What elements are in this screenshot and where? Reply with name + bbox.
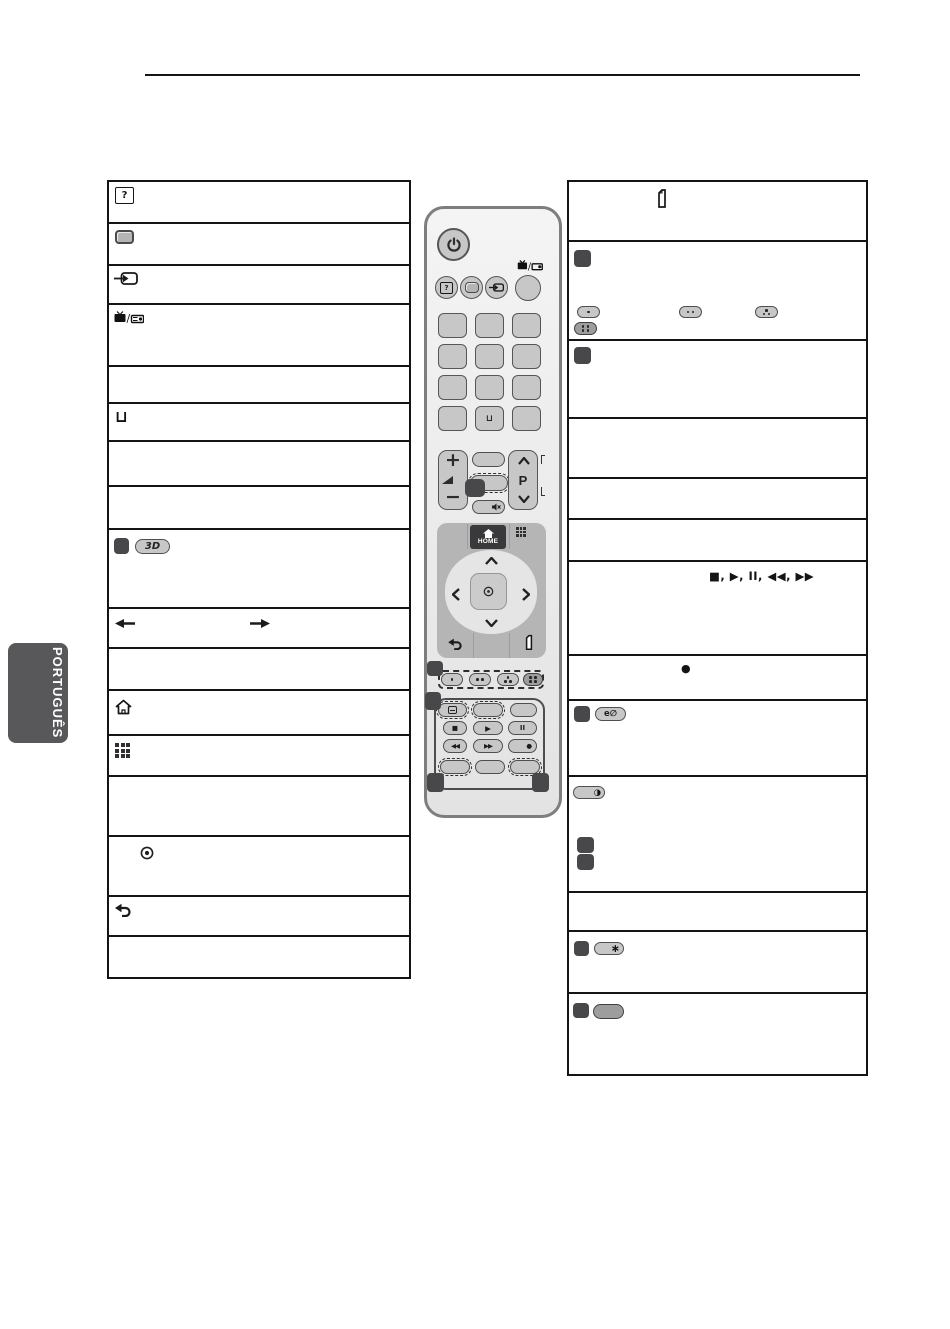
- numpad-button: [475, 375, 504, 400]
- page-down-mark: [541, 487, 545, 496]
- table-row: [569, 775, 866, 891]
- mute-icon: [492, 503, 501, 511]
- callout-marker: [574, 706, 590, 722]
- play-button: [473, 721, 503, 735]
- list-icon: [448, 706, 457, 714]
- ok-icon: [483, 586, 494, 597]
- nav-up-icon: [485, 557, 498, 565]
- table-row: [569, 477, 866, 518]
- table-row: [109, 775, 409, 835]
- callout-marker: [425, 692, 441, 710]
- callout-marker: [427, 773, 444, 792]
- table-row: [109, 485, 409, 528]
- svg-text:/: /: [527, 261, 532, 271]
- record-glyph: ●: [681, 662, 691, 675]
- table-row: [569, 339, 866, 417]
- channel-down-icon: [518, 495, 530, 503]
- table-row: [569, 654, 866, 699]
- table-row: [569, 699, 866, 775]
- numpad-button: [438, 313, 467, 338]
- help-icon: [115, 187, 134, 204]
- table-row: [569, 930, 866, 992]
- nav-left-icon: [452, 588, 460, 601]
- back-icon: [448, 638, 463, 650]
- table-row: [569, 891, 866, 930]
- blank-button: [473, 703, 503, 717]
- contrast-glyph: ◑: [593, 787, 601, 798]
- help-glyph: ?: [444, 283, 449, 292]
- skip-back-icon: [115, 619, 135, 628]
- divider: [509, 633, 510, 658]
- 3d-button-icon: [135, 539, 170, 554]
- blank-button: [510, 760, 540, 774]
- table-row: [109, 607, 409, 647]
- four-dot-pill-icon: [574, 322, 597, 335]
- stop-icon: ■: [451, 724, 459, 732]
- help-icon: [440, 282, 453, 294]
- home-label: HOME: [477, 537, 499, 545]
- right-description-table: [567, 180, 868, 1076]
- navigation-area: [437, 523, 546, 658]
- callout-marker: [577, 854, 594, 870]
- list-button: [475, 406, 504, 431]
- language-tab: [8, 643, 68, 743]
- callout-marker: [427, 661, 443, 676]
- channel-label: P: [518, 473, 528, 488]
- input-icon: [489, 283, 504, 292]
- power-button: [437, 228, 470, 261]
- callout-marker: [577, 837, 594, 853]
- callout-marker: [574, 941, 589, 956]
- fav-button: [472, 452, 505, 467]
- table-row: [109, 734, 409, 775]
- numpad-button: [475, 344, 504, 369]
- table-row: [109, 647, 409, 689]
- page-up-mark: [541, 455, 545, 464]
- four-dot-button: [523, 673, 543, 686]
- power-icon: [446, 237, 462, 253]
- ok-button: [470, 573, 507, 610]
- table-row: [109, 689, 409, 734]
- top-rule: [145, 74, 860, 76]
- numpad-button: [512, 313, 541, 338]
- two-dot-button: [469, 673, 491, 686]
- blank-button: [510, 703, 537, 717]
- fast-forward-icon: ▶▶: [484, 742, 492, 750]
- contrast-pill-icon: [573, 786, 605, 799]
- tv-radio-icon: [517, 260, 543, 271]
- volume-down-label: −: [445, 486, 461, 508]
- tv-radio-icon: [114, 311, 144, 324]
- table-row: [109, 303, 409, 365]
- divider: [509, 524, 510, 549]
- nav-right-icon: [522, 588, 530, 601]
- table-row: [109, 222, 409, 264]
- guide-icon: [525, 634, 533, 650]
- callout-marker: [465, 479, 485, 497]
- home-icon: [115, 699, 132, 715]
- table-row: [569, 182, 866, 240]
- stop-button: [443, 721, 467, 735]
- pause-button: [508, 721, 537, 735]
- help-glyph: ?: [121, 190, 128, 201]
- subtitle-icon: ⊔: [115, 407, 128, 426]
- left-description-table: [107, 180, 411, 979]
- home-button: [470, 525, 506, 549]
- numpad-button: [438, 375, 467, 400]
- skip-forward-icon: [250, 619, 270, 628]
- numpad-button: [512, 406, 541, 431]
- input-icon: [114, 272, 138, 285]
- nav-pad: [445, 550, 537, 634]
- nav-down-icon: [485, 619, 498, 627]
- mute-button: [472, 500, 505, 514]
- numpad-button: [512, 375, 541, 400]
- tiles-icon: [516, 527, 526, 537]
- table-row: [109, 182, 409, 222]
- ratio-icon: [465, 282, 479, 293]
- svg-text:/: /: [126, 312, 131, 324]
- channel-rocker: [508, 450, 538, 510]
- table-row: [109, 935, 409, 977]
- fast-forward-button: [473, 739, 503, 753]
- callout-marker: [532, 773, 549, 792]
- three-dot-button: [497, 673, 519, 686]
- volume-rocker: [438, 450, 468, 510]
- 3d-label: 3D: [144, 541, 161, 552]
- numpad-button: [512, 344, 541, 369]
- blank-pill-icon: [593, 1004, 624, 1019]
- one-dot-button: [441, 673, 463, 686]
- numpad-button: [438, 344, 467, 369]
- star-pill-icon: [594, 942, 624, 955]
- input-button: [485, 276, 508, 299]
- table-row: [569, 992, 866, 1074]
- guide-icon: [657, 188, 667, 208]
- one-dot-pill-icon: [577, 306, 600, 318]
- blank-button: [440, 760, 470, 774]
- volume-up-label: +: [445, 449, 461, 471]
- table-row: [109, 440, 409, 485]
- table-row: [109, 528, 409, 607]
- ratio-button: [460, 276, 483, 299]
- rewind-button: [443, 739, 467, 753]
- divider: [467, 524, 468, 549]
- back-icon: [115, 903, 132, 917]
- channel-up-icon: [518, 457, 530, 465]
- help-button: [435, 276, 458, 299]
- star-glyph: ∗: [610, 942, 620, 955]
- two-dot-pill-icon: [679, 306, 702, 318]
- three-dot-pill-icon: [755, 306, 778, 318]
- media-control-glyphs: ■, ▶, II, ◀◀, ▶▶: [709, 569, 815, 583]
- pause-icon: II: [519, 724, 526, 732]
- table-row: [569, 560, 866, 654]
- remote-control-illustration: [424, 206, 562, 818]
- ok-icon: [140, 846, 154, 860]
- table-row: [109, 365, 409, 402]
- subtitle-list-button: [438, 703, 467, 717]
- divider: [473, 633, 474, 658]
- callout-marker: [573, 1003, 589, 1018]
- table-row: [569, 417, 866, 477]
- blank-button: [475, 760, 505, 774]
- numpad-button: [475, 313, 504, 338]
- energy-saving-icon: [595, 707, 626, 721]
- home-icon: [483, 529, 494, 538]
- record-button: [508, 739, 537, 753]
- table-row: [569, 240, 866, 339]
- callout-marker: [574, 347, 591, 364]
- ratio-icon: [115, 230, 134, 244]
- rewind-icon: ◀◀: [451, 742, 459, 750]
- table-row: [109, 402, 409, 440]
- volume-icon: [442, 475, 453, 484]
- subtitle-icon: ⊔: [485, 413, 494, 424]
- table-row: [569, 518, 866, 560]
- play-icon: ▶: [485, 723, 491, 733]
- tiles-icon: [115, 743, 130, 758]
- callout-marker: [574, 250, 591, 267]
- language-tab-label: PORTUGUÊS: [50, 647, 65, 739]
- tv-radio-button: [515, 275, 541, 301]
- numpad-button: [438, 406, 467, 431]
- table-row: [109, 264, 409, 303]
- energy-glyph: e∅: [603, 709, 618, 719]
- table-row: [109, 835, 409, 895]
- table-row: [109, 895, 409, 935]
- callout-marker: [114, 538, 129, 554]
- record-icon: ●: [526, 742, 532, 750]
